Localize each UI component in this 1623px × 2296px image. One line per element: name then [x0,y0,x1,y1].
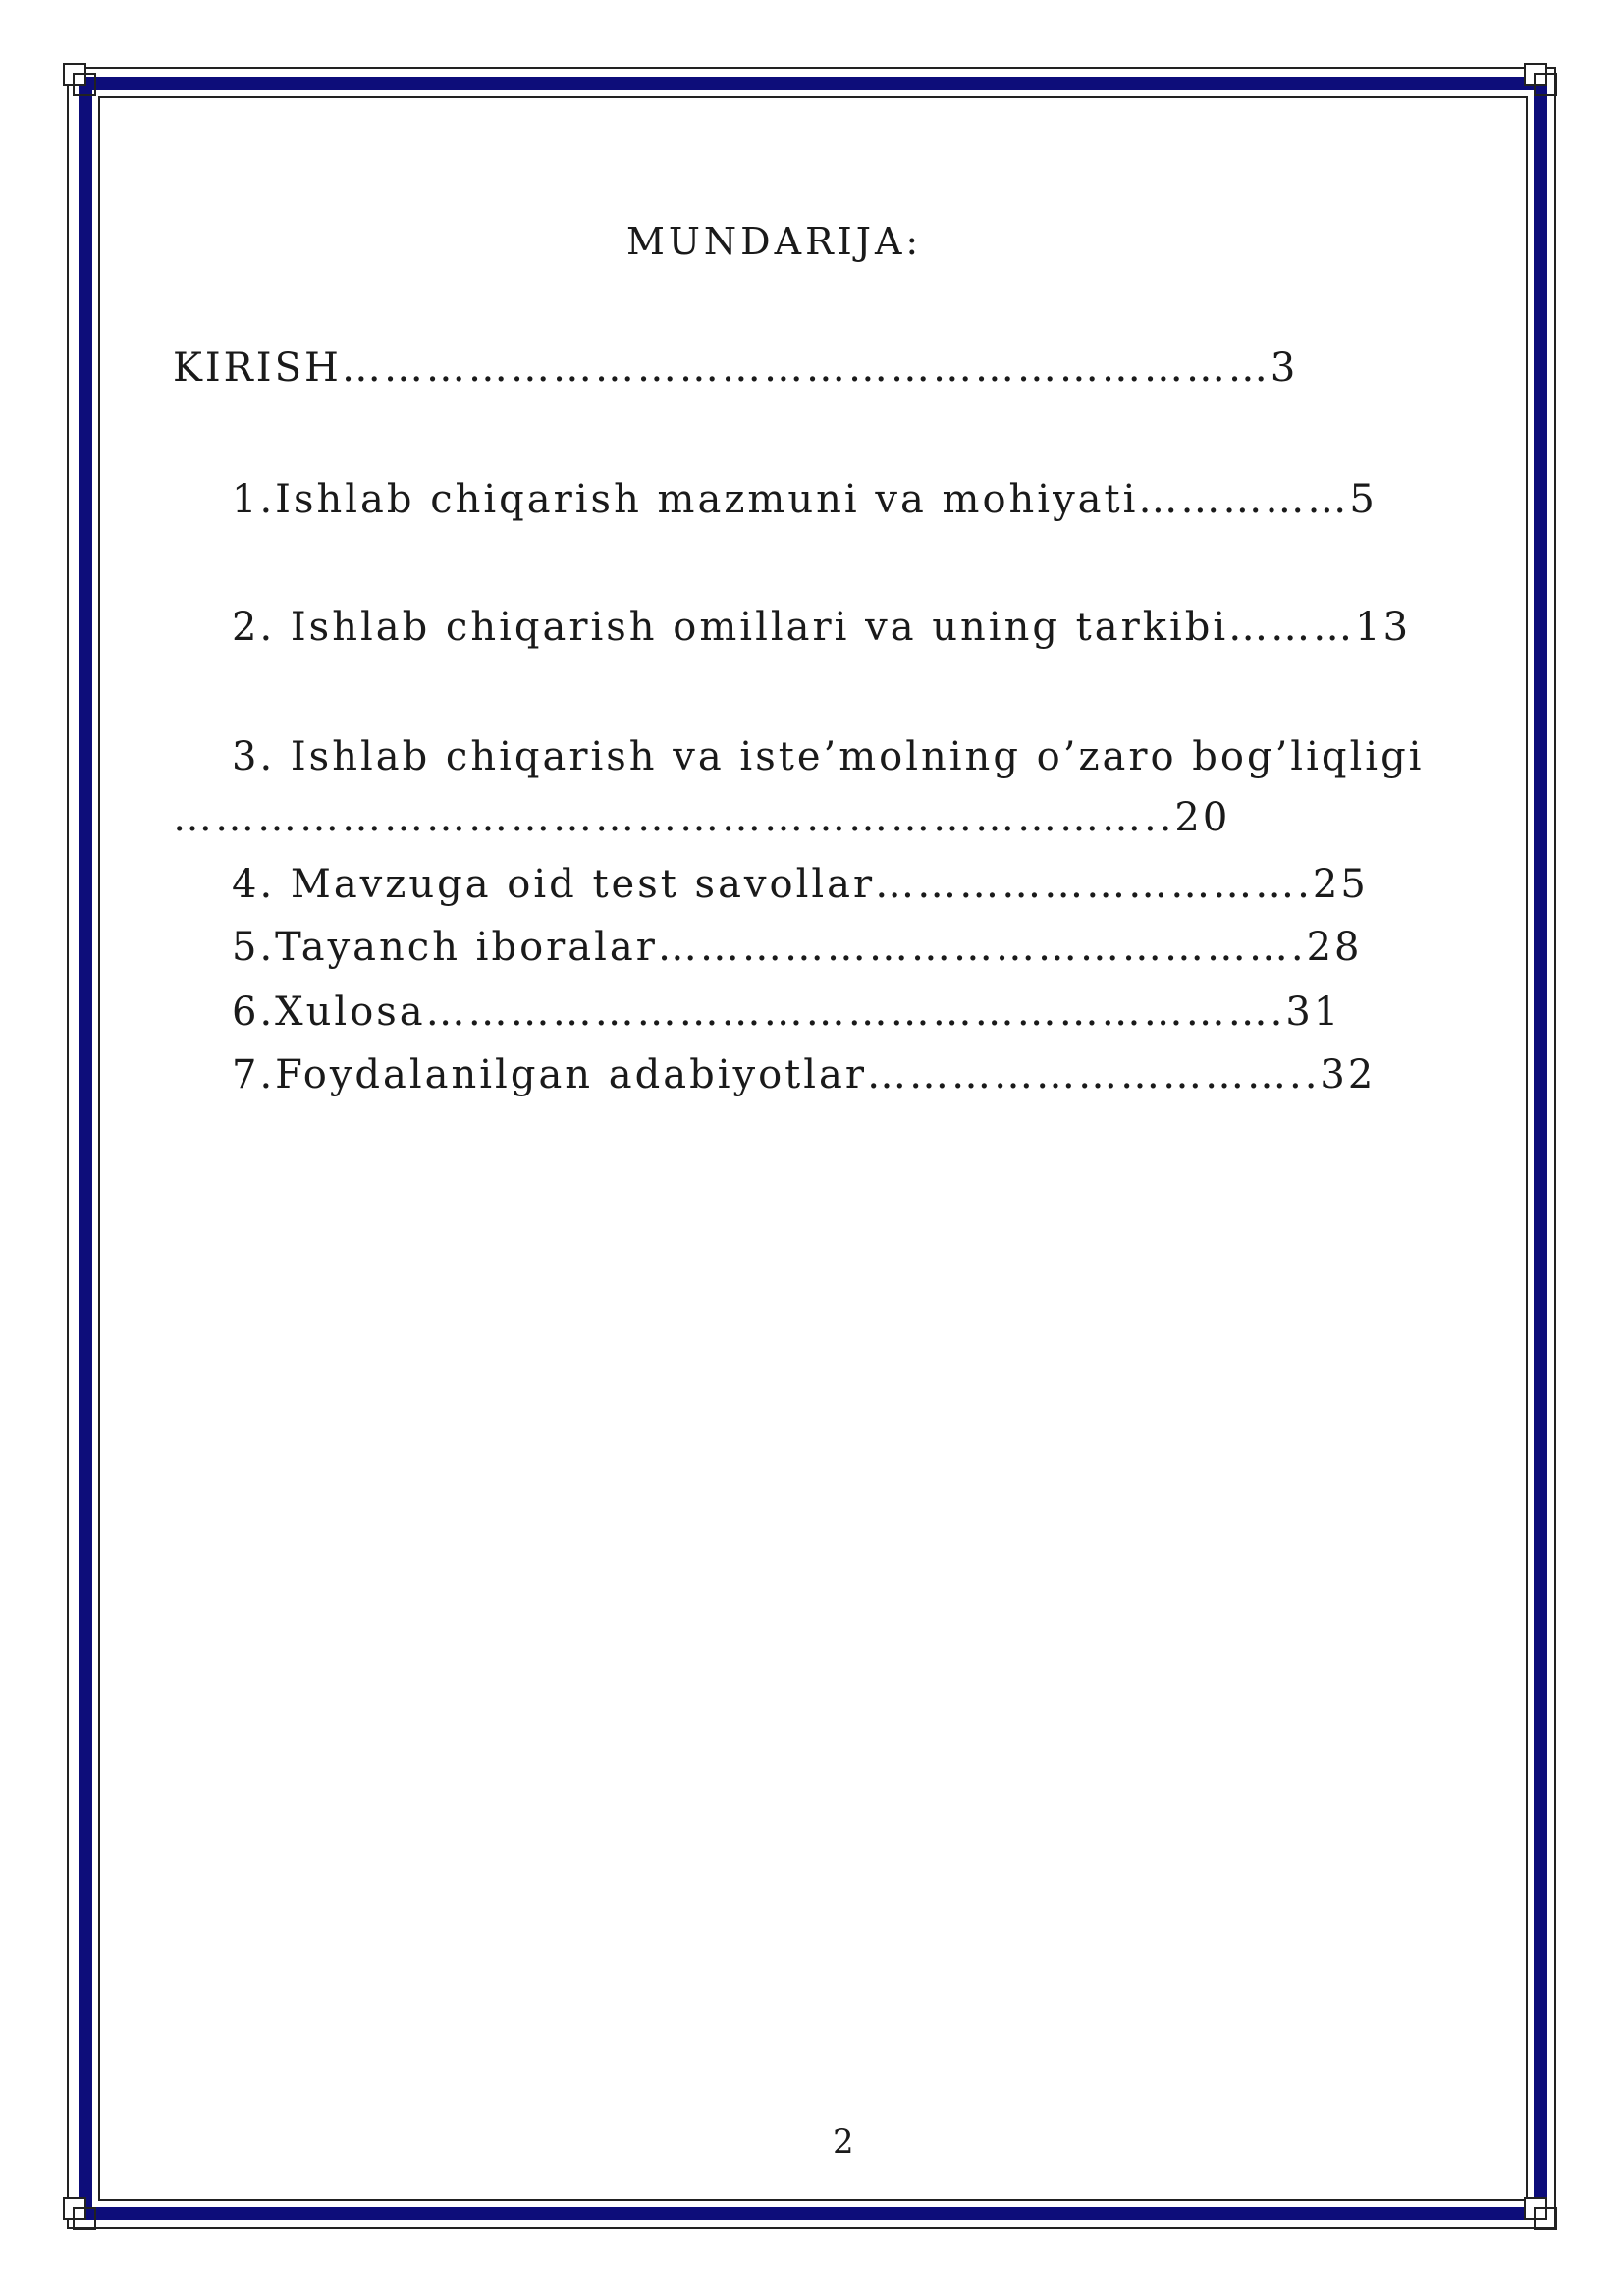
toc-entry-7: 7.Foydalanilgan adabiyotlar…………………………..32 [232,1052,1377,1097]
toc-entry-4: 4. Mavzuga oid test savollar………………………….25 [232,862,1369,907]
toc-entry-5: 5.Tayanch iboralar……………………………………….28 [232,925,1363,970]
corner-ornament-top-right [1524,63,1559,98]
toc-entry-6: 6.Xulosa…………………………………………………….31 [232,989,1342,1035]
toc-entry-3-leader: ……………………………………………………………..20 [173,795,1231,840]
corner-ornament-bottom-left [63,2197,98,2232]
page-frame-inner [98,96,1528,2201]
corner-ornament-top-left [63,63,98,98]
toc-entry-2: 2. Ishlab chiqarish omillari va uning tarkibi………13 [232,605,1412,650]
page-number: 2 [833,2122,854,2162]
page-title: MUNDARIJA: [626,220,923,263]
toc-entry-3: 3. Ishlab chiqarish va iste’molning o’zaro bog’liqligi [232,734,1425,779]
corner-ornament-bottom-right [1524,2197,1559,2232]
toc-entry-1: 1.Ishlab chiqarish mazmuni va mohiyati……………5 [232,477,1378,522]
toc-entry-kirish: KIRISH…………………………………………………………3 [173,346,1299,391]
